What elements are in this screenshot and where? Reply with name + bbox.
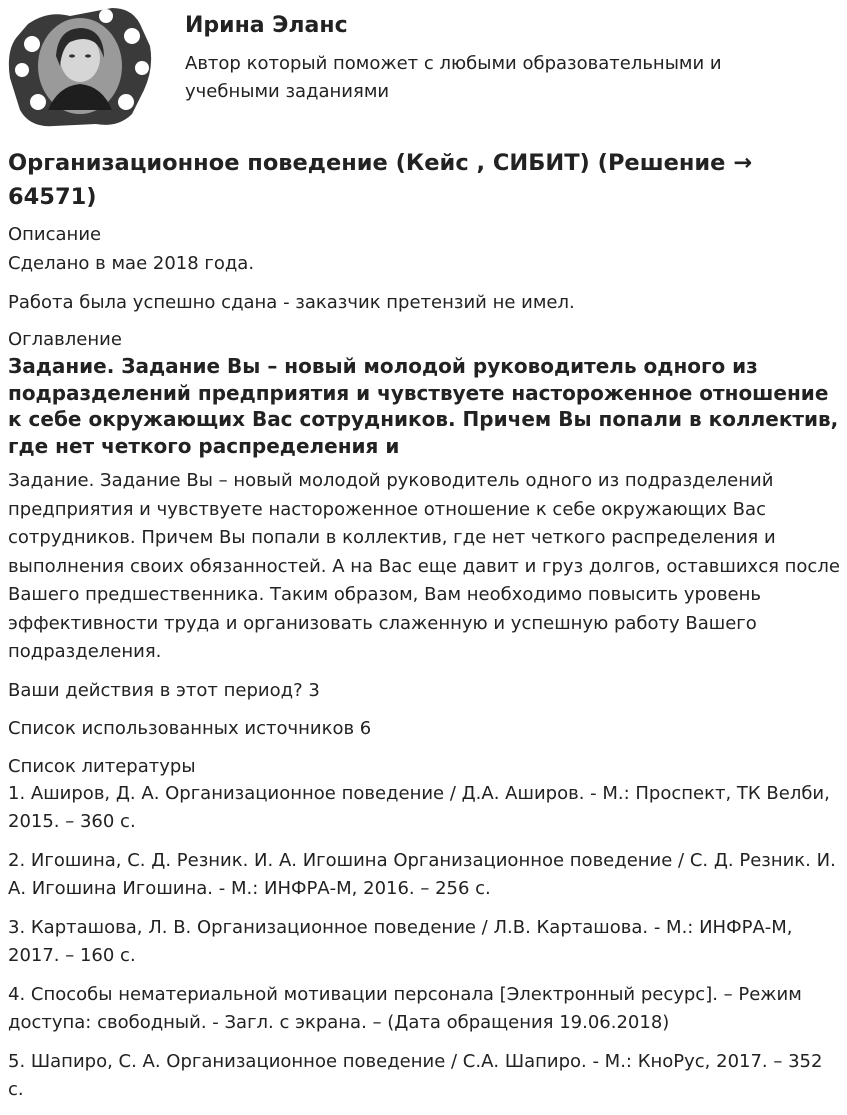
description-line: Работа была успешно сдана - заказчик претензий не имел. xyxy=(8,291,575,313)
author-header xyxy=(0,0,847,130)
toc-heading: Задание. Задание Вы – новый молодой руководитель одного из подразделений предприятия и чувствуете настороженное отношение к себе окружающих Вас сотрудников. Причем Вы попали в коллектив, где нет четкого распределения и xyxy=(8,354,839,458)
literature-item: 3. Карташова, Л. В. Организационное поведение / Л.В. Карташова. - М.: ИНФРА-М, 2017. – 160 с. xyxy=(8,916,793,966)
description-label: Описание xyxy=(8,224,102,245)
literature-item: 4. Способы нематериальной мотивации персонала [Электронный ресурс]. – Режим доступа: свободный. - Загл. с экрана. – (Дата обращения 19.06.2018) xyxy=(8,983,802,1033)
literature-item: 2. Игошина, С. Д. Резник. И. А. Игошина Организационное поведение / С. Д. Резник. И. А. Игошина Игошина. - М.: ИНФРА-М, 2016. – 256 с. xyxy=(8,849,836,899)
toc-text: Задание. Задание Вы – новый молодой руководитель одного из подразделений предприятия и чувствуете настороженное отношение к себе окружающих Вас сотрудников. Причем Вы попали в коллектив, где нет четкого распределения и выполнения своих обязанностей. А на Вас еще давит и груз долгов, оставшихся после Вашего предшественника. Таким образом, Вам необходимо повысить уровень эффективности труда и организовать слаженную и успешную работу Вашего подразделения. xyxy=(8,470,840,662)
author-avatar xyxy=(8,6,152,128)
literature-label: Список литературы xyxy=(8,755,196,777)
work-title: Организационное поведение (Кейс , СИБИТ) (Решение → 64571) xyxy=(8,150,753,210)
author-description: Автор который поможет с любыми образовательными и учебными заданиями xyxy=(185,53,722,102)
toc-item: Список использованных источников 6 xyxy=(8,718,372,739)
work-content xyxy=(8,146,840,1115)
literature-item: 1. Аширов, Д. А. Организационное поведение / Д.А. Аширов. - М.: Проспект, ТК Велби, 2015. – 360 с. xyxy=(8,782,830,832)
toc-label: Оглавление xyxy=(8,329,122,350)
description-line: Сделано в мае 2018 года. xyxy=(8,253,255,274)
toc-item: Ваши действия в этот период? 3 xyxy=(8,679,320,701)
literature-item: 5. Шапиро, С. А. Организационное поведение / С.А. Шапиро. - М.: КноРус, 2017. – 352 с. xyxy=(8,1050,823,1100)
author-name: Ирина Эланс xyxy=(185,13,348,38)
